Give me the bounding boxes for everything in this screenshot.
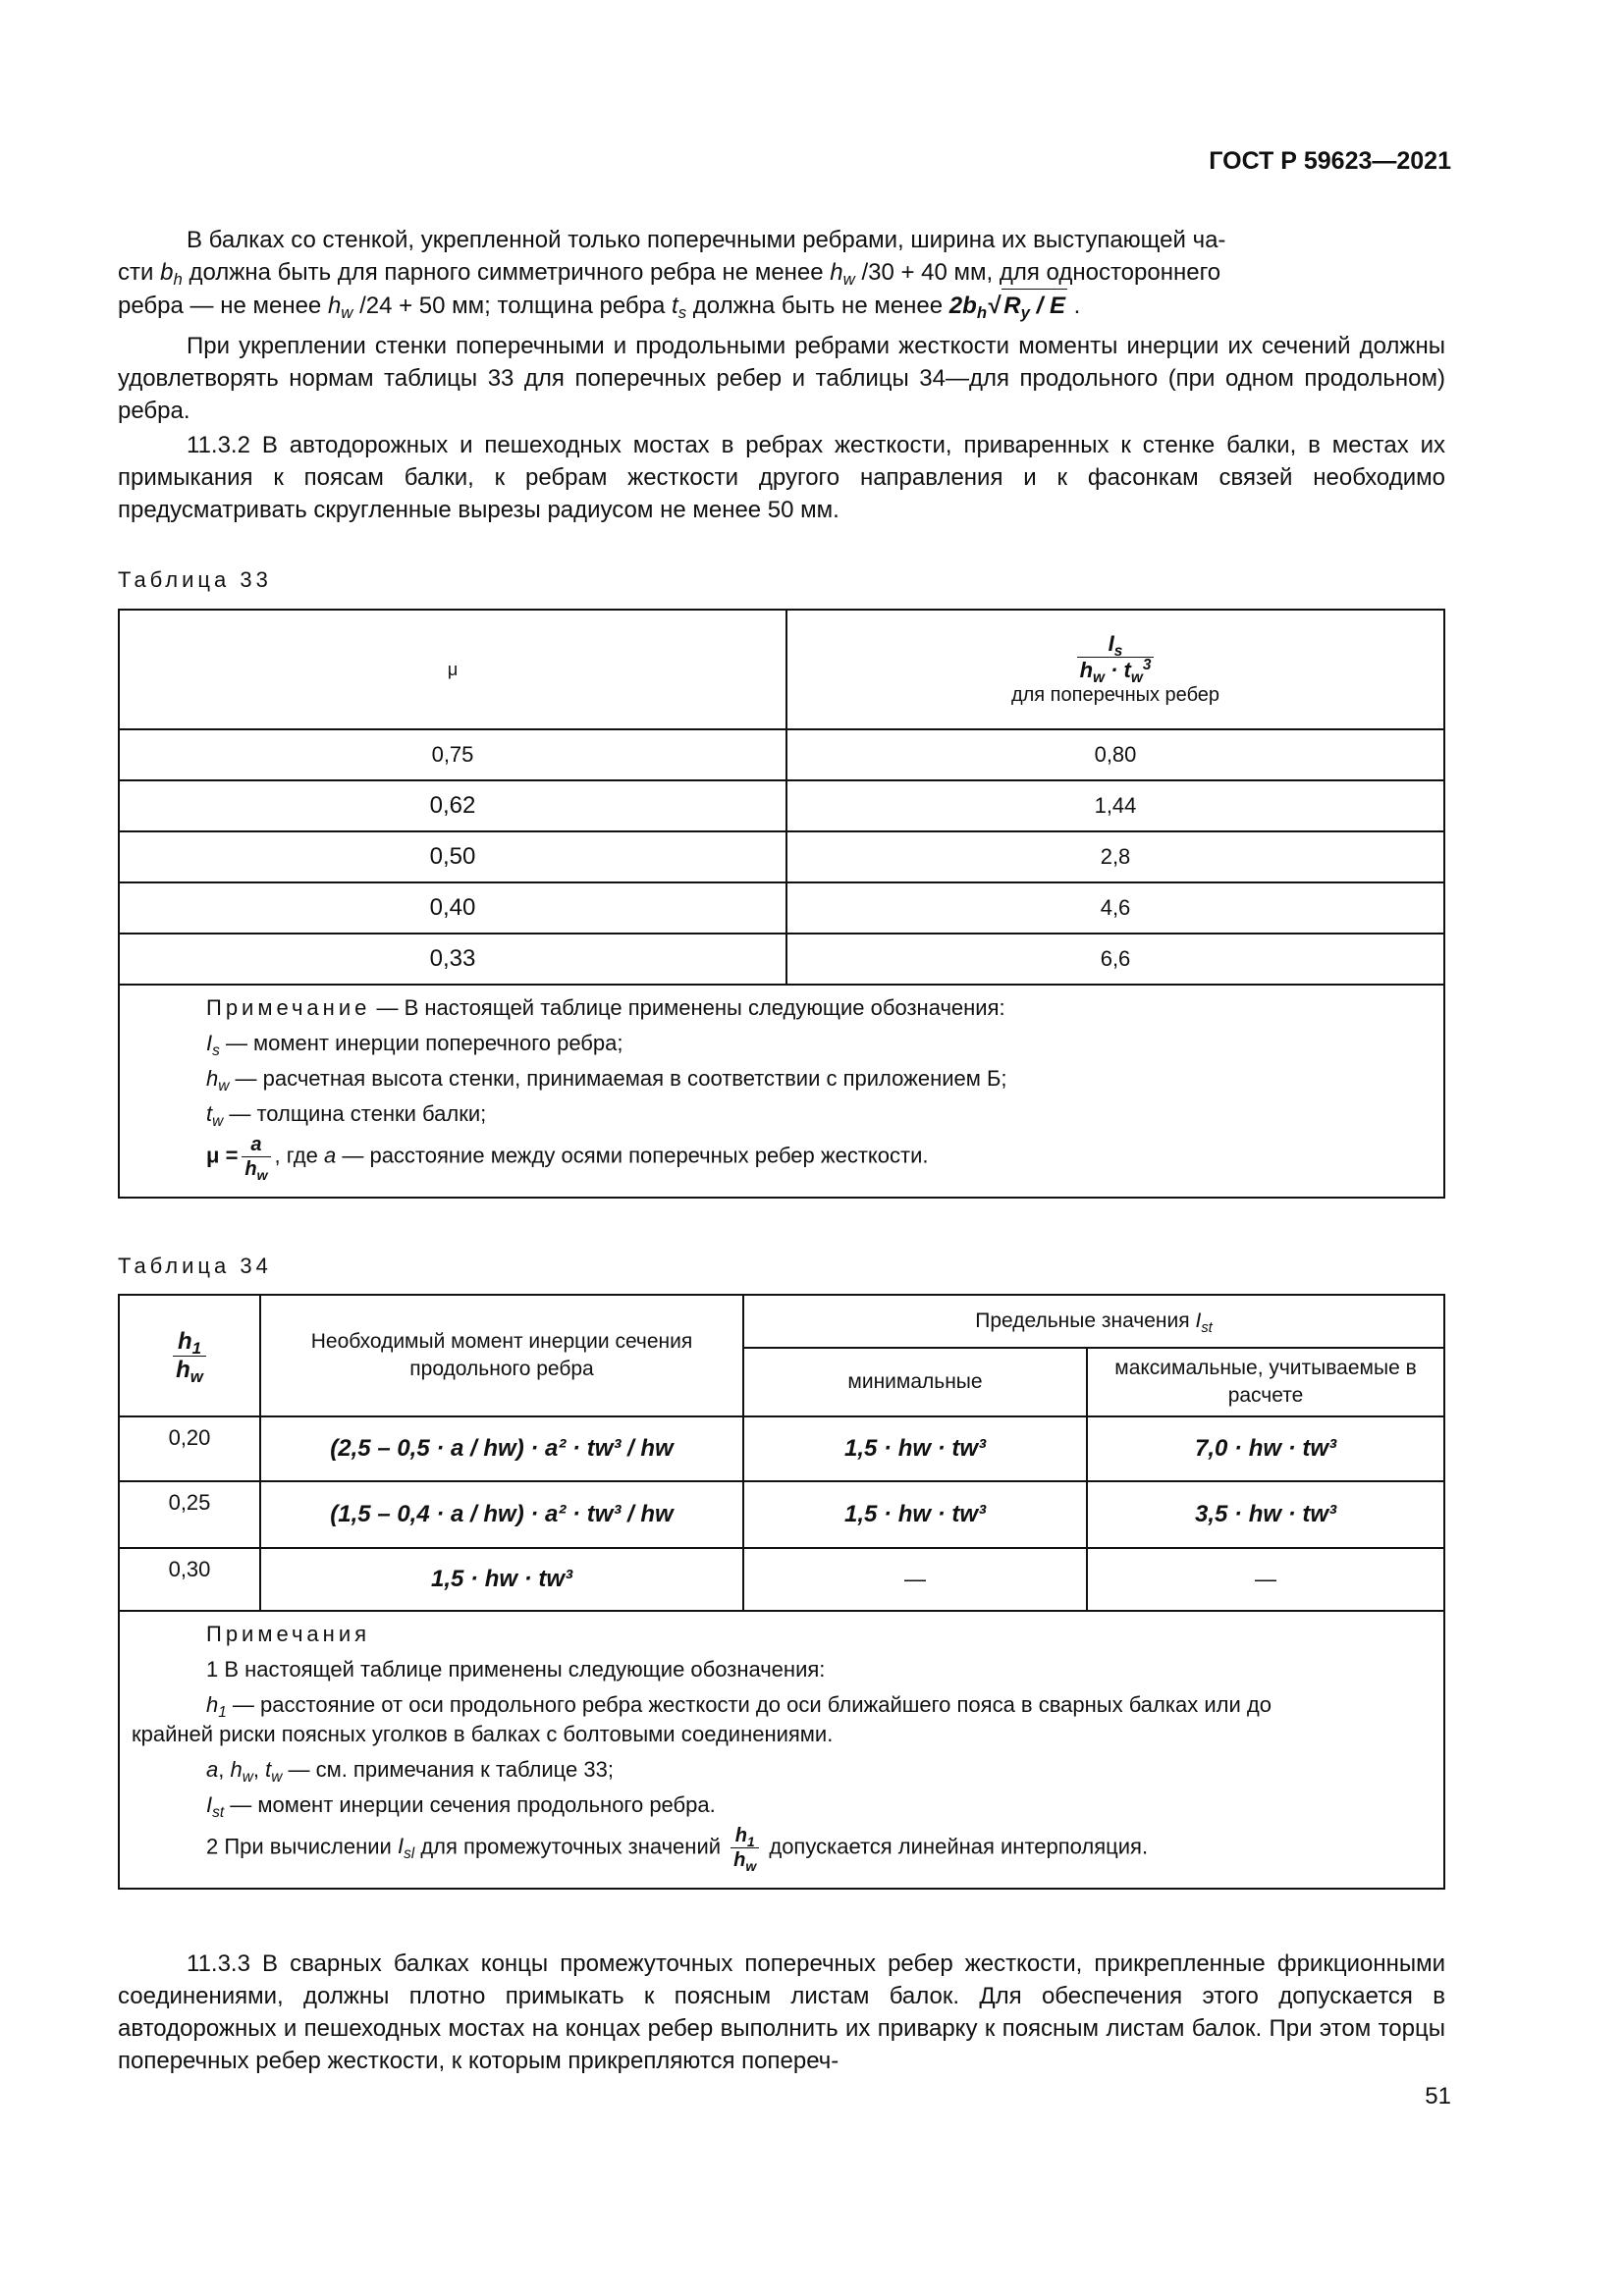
body-text-bottom	[118, 1948, 1445, 2077]
t34-header-required: Необходимый момент инерции сечения продольного ребра	[260, 1295, 743, 1416]
t34-header-min: минимальные	[743, 1348, 1087, 1416]
paragraph-rib-width: В балках со стенкой, укрепленной только поперечными ребрами, ширина их выступающей ча- сти $b_h$ должна быть для парного симметричного ребра не менее $h_w$ /30 + 40 мм, для одностороннего ребра — не менее $h_w$ /24 + 50 мм; толщина ребра $t_s$ должна быть не менее $2b_h√$ $R_y$ / E .	[118, 227, 1226, 322]
table-33	[118, 609, 1445, 1199]
t33-notes: Примечание — В настоящей таблице применены следующие обозначения: $I_s$ — момент инерции поперечного ребра; $h_w$ — расчетная высота стенки, принимаемая в соответствии с приложением Б; $t_w$ — толщина стенки балки; μ = $\frac{a}{h_w}$ , где a — расстояние между осями поперечных ребер жесткости.	[119, 985, 1444, 1198]
table-row: 0,20 (2,5 – 0,5 · a / hw) · a² · tw³ / hw 1,5 · hw · tw³ 7,0 · hw · tw³	[119, 1416, 1444, 1481]
paragraph-11-3-3: 11.3.3 В сварных балках концы промежуточных поперечных ребер жесткости, прикрепленные фрикционными соединениями, должны плотно примыкать к поясным листам балок. Для обеспечения этого допускается в автодорожных и пешеходных мостах на концах ребер выполнить их приварку к поясным листам балок. При этом торцы поперечных ребер жесткости, к которым прикрепляются попереч-	[118, 1950, 1445, 2074]
thickness-formula: $2b_h√$ $R_y$ / E	[949, 293, 1067, 319]
t34-header-limits: Предельные значения $I_{st}$	[743, 1295, 1444, 1348]
table34-caption: Таблица 34	[118, 1254, 272, 1278]
t33-header-mu: μ	[119, 610, 786, 729]
t33-header-ratio: $\frac{I_s}{h_w \cdot t_w^3}$ для поперечных ребер	[786, 610, 1444, 729]
table-row: 0,62 1,44	[119, 780, 1444, 831]
t34-notes-row	[119, 1611, 1444, 1889]
table-row: 0,40 4,6	[119, 882, 1444, 934]
document-code: ГОСТ Р 59623—2021	[1209, 147, 1451, 175]
table-row: 0,50 2,8	[119, 831, 1444, 882]
table-row: 0,75 0,80	[119, 729, 1444, 780]
body-text-top	[118, 224, 1445, 526]
table-34	[118, 1294, 1445, 1890]
table-row: 0,25 (1,5 – 0,4 · a / hw) · a² · tw³ / hw 1,5 · hw · tw³ 3,5 · hw · tw³	[119, 1481, 1444, 1548]
table-row: 0,33 6,6	[119, 934, 1444, 985]
t34-notes: Примечания 1 В настоящей таблице применены следующие обозначения: $h_1$ — расстояние от оси продольного ребра жесткости до оси ближайшего пояса в сварных балках или до крайней риски поясных уголков в балках с болтовыми соединениями. a, $h_w$, $t_w$ — см. примечания к таблице 33; $I_{st}$ — момент инерции сечения продольного ребра. 2 При вычислении $I_{sl}$ для промежуточных значений $\frac{h_1}{h_w}$ допускается линейная интерполяция.	[119, 1611, 1444, 1889]
t33-notes-row	[119, 985, 1444, 1198]
table-row: 0,30 1,5 · hw · tw³ — —	[119, 1548, 1444, 1611]
is-over-hw-tw3-fraction: $\frac{I_s}{h_w \cdot t_w^3}$	[1077, 633, 1155, 681]
t34-header-ratio	[119, 1295, 260, 1416]
paragraph-inertia: При укреплении стенки поперечными и продольными ребрами жесткости моменты инерции их сечений должны удовлетворять нормам таблицы 33 для поперечных ребер и таблицы 34—для продольного (при одном продольном) ребра.	[118, 333, 1445, 424]
page-number: 51	[1425, 2083, 1451, 2109]
h1-over-hw-fraction: $\frac{h_1}{h_w}$	[173, 1330, 206, 1382]
t34-header-max: максимальные, учитываемые в расчете	[1087, 1348, 1444, 1416]
paragraph-11-3-2: 11.3.2 В автодорожных и пешеходных мостах в ребрах жесткости, приваренных к стенке балки, в местах их примыкания к поясам балки, к ребрам жесткости другого направления и к фасонкам связей необходимо предусматривать скругленные вырезы радиусом не менее 50 мм.	[118, 432, 1445, 523]
table33-caption: Таблица 33	[118, 567, 272, 592]
